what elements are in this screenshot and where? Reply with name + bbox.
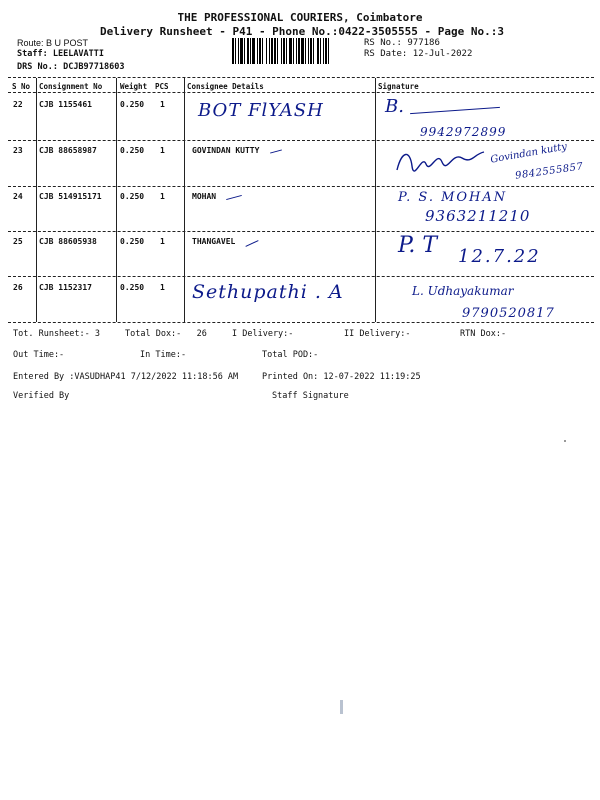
signature-handwritten: B.: [385, 96, 404, 117]
rs-date-label: RS Date:: [364, 49, 408, 59]
col-header-consignment: Consignment No: [39, 82, 103, 91]
row-weight: 0.250: [120, 100, 145, 109]
row-consignment: CJB 88658987: [39, 146, 97, 155]
column-divider: [375, 78, 376, 322]
table-bottom-rule: [8, 322, 594, 323]
header-bottom-rule: [8, 92, 594, 93]
col-header-weight: Weight: [120, 82, 148, 91]
rs-no-value: 977186: [407, 38, 440, 48]
row-consignee: THANGAVEL: [192, 237, 236, 246]
row-rule: [8, 140, 594, 141]
row-consignee: MOHAN: [192, 192, 217, 201]
ii-delivery: II Delivery:-: [344, 329, 411, 339]
row-pcs: 1: [160, 146, 165, 155]
rs-no-row: [364, 38, 440, 48]
row-consignment: CJB 514915171: [39, 192, 102, 201]
signature-initial: P. T: [398, 233, 438, 258]
staff-signature: Staff Signature: [272, 391, 349, 401]
row-pcs: 1: [160, 283, 165, 292]
route-value: B U POST: [46, 38, 89, 48]
signature-handwritten: L. Udhayakumar: [412, 284, 514, 298]
table-top-rule: [8, 77, 594, 78]
consignee-tick-mark: [226, 195, 242, 200]
signature-stroke: [410, 107, 500, 114]
row-pcs: 1: [160, 100, 165, 109]
total-runsheet: Tot. Runsheet:- 3: [13, 329, 100, 339]
consignee-tick-mark: [270, 149, 282, 153]
rtn-dox: RTN Dox:-: [460, 329, 507, 339]
row-sno: 25: [13, 237, 23, 246]
company-title: THE PROFESSIONAL COURIERS, Coimbatore: [177, 11, 423, 24]
signature-scribble: [392, 146, 487, 176]
row-pcs: 1: [160, 237, 165, 246]
phone-handwritten: 9363211210: [425, 207, 531, 225]
signature-scribble-icon: [392, 146, 487, 176]
row-sno: 22: [13, 100, 23, 109]
col-header-signature: Signature: [378, 82, 419, 91]
rs-no-label: RS No.:: [364, 38, 402, 48]
drs-value: DCJB97718603: [63, 62, 125, 72]
column-divider: [116, 78, 117, 322]
total-pod: Total POD:-: [262, 350, 319, 360]
i-delivery: I Delivery:-: [232, 329, 294, 339]
consignee-tick-mark: [245, 240, 258, 247]
row-pcs: 1: [160, 192, 165, 201]
row-sno: 24: [13, 192, 23, 201]
row-weight: 0.250: [120, 237, 145, 246]
row-consignment: CJB 88605938: [39, 237, 97, 246]
column-divider: [36, 78, 37, 322]
route-row: [17, 38, 88, 48]
barcode: [232, 38, 358, 64]
signature-handwritten: P. S. MOHAN: [398, 190, 508, 205]
rs-date-value: 12-Jul-2022: [412, 49, 473, 59]
consignee-handwritten: Sethupathi . A: [192, 281, 344, 303]
in-time: In Time:-: [140, 350, 187, 360]
row-rule: [8, 231, 594, 232]
row-consignee: GOVINDAN KUTTY: [192, 146, 260, 155]
col-header-consignee: Consignee Details: [187, 82, 264, 91]
row-weight: 0.250: [120, 146, 145, 155]
row-weight: 0.250: [120, 192, 145, 201]
phone-handwritten: 9790520817: [462, 306, 555, 321]
phone-handwritten: 9842555857: [514, 161, 585, 182]
staff-value: LEELAVATTI: [52, 49, 105, 59]
printed-on: Printed On: 12-07-2022 11:19:25: [262, 372, 421, 382]
scan-speck: [564, 440, 566, 442]
staff-label: Staff:: [17, 49, 48, 59]
entered-by: Entered By :VASUDHAP41 7/12/2022 11:18:56 AM: [13, 372, 239, 382]
verified-by: Verified By: [13, 391, 70, 401]
route-label: Route:: [17, 38, 44, 48]
row-sno: 23: [13, 146, 23, 155]
signature-name-handwritten: Govindan kutty: [489, 141, 568, 166]
row-consignment: CJB 1152317: [39, 283, 92, 292]
rs-date-row: [364, 49, 472, 59]
col-header-pcs: PCS: [155, 82, 169, 91]
row-rule: [8, 186, 594, 187]
row-rule: [8, 276, 594, 277]
phone-handwritten: 9942972899: [420, 125, 507, 139]
drs-label: DRS No.:: [17, 62, 58, 72]
col-header-sno: S No: [12, 82, 31, 91]
total-dox: Total Dox:- 26: [125, 329, 207, 339]
runsheet-subtitle: Delivery Runsheet - P41 - Phone No.:0422-3505555 - Page No.:3: [100, 25, 504, 38]
drs-row: [17, 62, 125, 72]
staff-row: [17, 49, 104, 59]
signature-date-handwritten: 12.7.22: [458, 246, 541, 267]
row-sno: 26: [13, 283, 23, 292]
barcode-bar: [328, 38, 329, 64]
row-consignment: CJB 1155461: [39, 100, 92, 109]
column-divider: [184, 78, 185, 322]
consignee-handwritten: BOT FlYASH: [198, 100, 324, 121]
scan-speck: [340, 700, 343, 714]
out-time: Out Time:-: [13, 350, 65, 360]
row-weight: 0.250: [120, 283, 145, 292]
